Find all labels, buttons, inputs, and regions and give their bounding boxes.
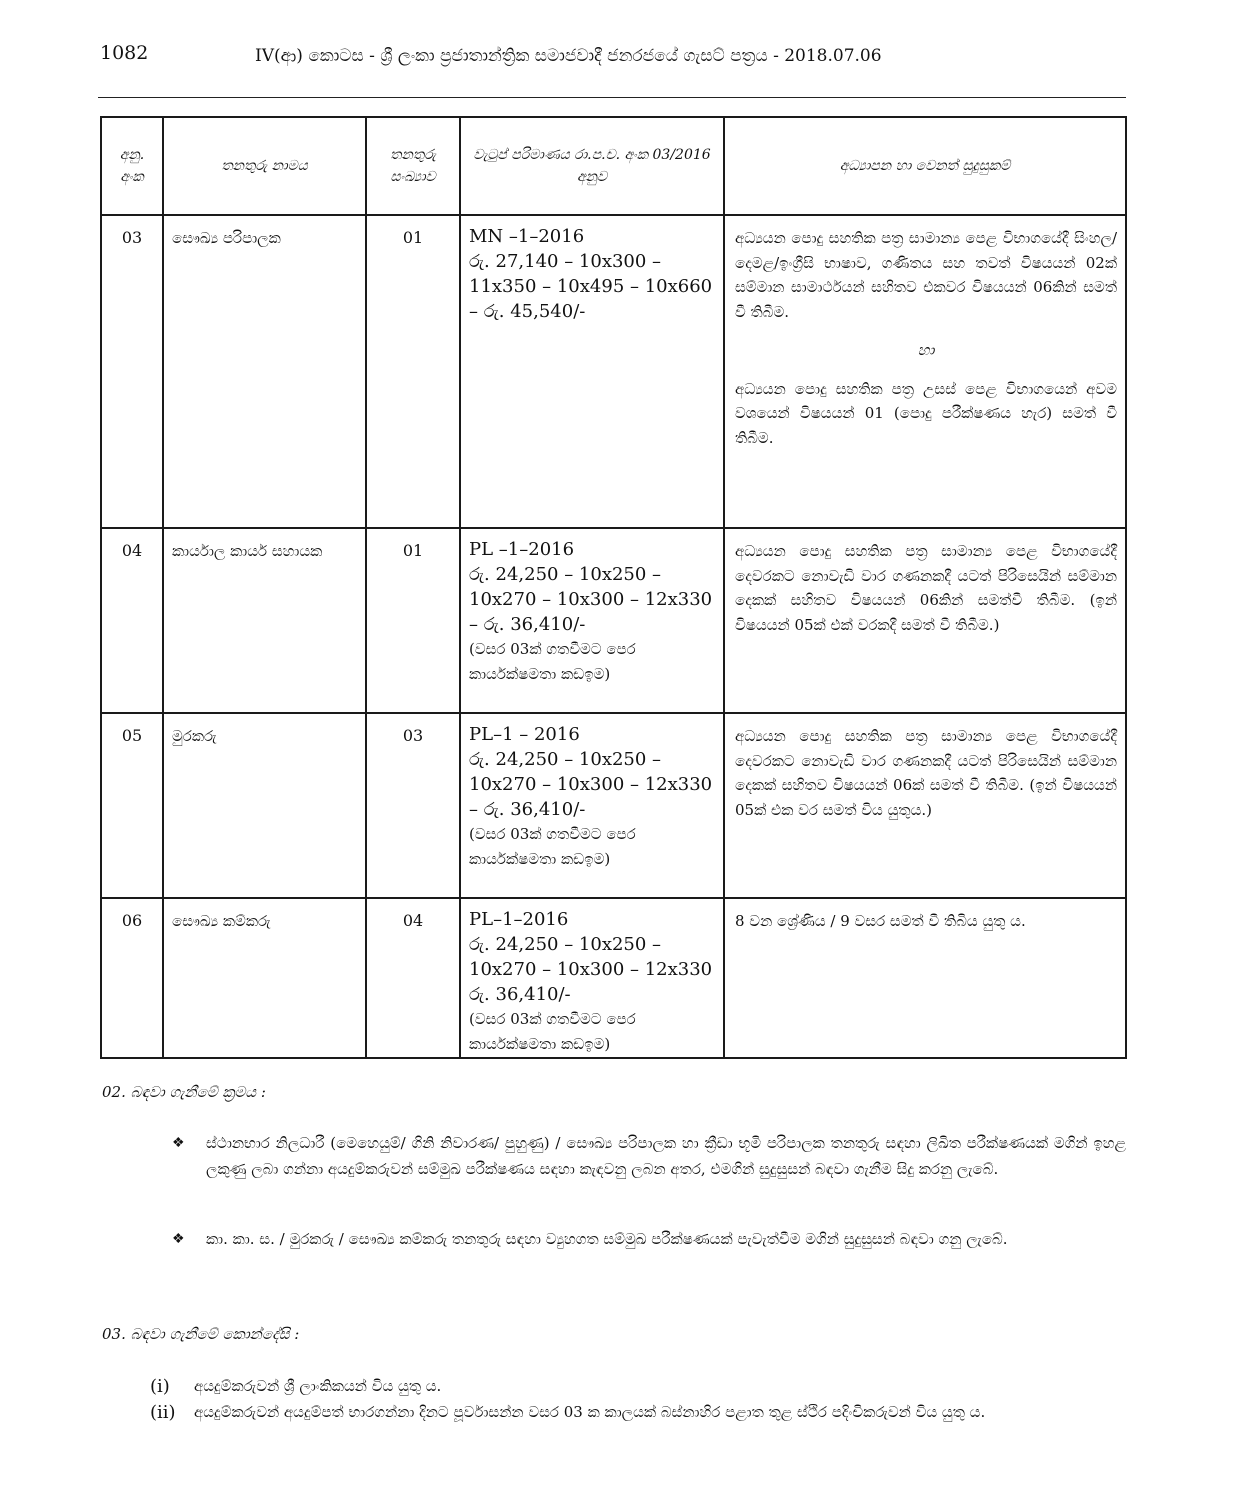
salary-code: PL–1 – 2016 (469, 724, 580, 745)
serial-no: 05 (101, 713, 163, 898)
section-recruitment-method-title: 02. බඳවා ගැනීමේ ක්‍රමය : (102, 1083, 266, 1101)
salary-scale: රු. 24,250 – 10x250 – 10x270 – 10x300 – 12x330 – රු. 36,410/- (469, 749, 713, 820)
salary-note: (වසර 03ක් ගතවීමට පෙර කාර්යක්ෂමතා කඩඉම) (469, 825, 636, 868)
list-item (172, 1226, 1126, 1252)
condition-text: අයදුම්කරුවන් ශ්‍රී ලාංකිකයන් විය යුතු ය. (194, 1377, 442, 1395)
salary-cell (460, 713, 724, 898)
header-salary-scale: වැටුප් පරිමාණය රා.ප.ච. අංක 03/2016 අනුව (460, 117, 724, 215)
qualification-text: අධ්‍යයන පොදු සහතික පත්‍ර සාමාන්‍ය පෙළ විභාගයේදී දෙවරකට නොවැඩි වාර ගණනකදී යටත් පිරිසෙයින් සම්මාන දෙකක් සහිතව විෂයයන් 06කින් සමත්වී තිබීම. (ඉන් විෂයයන් 05ක් එක් වරකදී සමත් වී තිබීම.) (735, 542, 1117, 634)
table-header-row (101, 117, 1126, 215)
salary-scale: රු. 24,250 – 10x250 – 10x270 – 10x300 – 12x330 රු. 36,410/- (469, 934, 713, 1005)
header-post-count: තනතුරු සංඛ්‍යාව (366, 117, 460, 215)
diamond-bullet-icon: ❖ (172, 1231, 185, 1247)
salary-cell (460, 898, 724, 1058)
post-count: 03 (366, 713, 460, 898)
qualifications-cell (724, 528, 1126, 713)
header-rule (98, 97, 1126, 98)
salary-note: (වසර 03ක් ගතවීමට පෙර කාර්යක්ෂමතා කඩඉම) (469, 1010, 636, 1053)
salary-code: PL –1–2016 (469, 539, 575, 560)
diamond-bullet-icon: ❖ (172, 1135, 185, 1151)
serial-no: 03 (101, 215, 163, 528)
salary-note: (වසර 03ක් ගතවීමට පෙර කාර්යක්ෂමතා කඩඉම) (469, 640, 636, 683)
header-post-name: තනතුරු නාමය (163, 117, 366, 215)
salary-cell (460, 528, 724, 713)
post-name: කාර්යාල කාර්ය සහායක (163, 528, 366, 713)
condition-text: අයදුම්කරුවන් අයදුම්පත් භාරගන්නා දිනට පූර්වාසන්න වසර 03 ක කාලයක් බස්නාහිර පළාත තුළ ස්ථිර පදිංචිකරුවන් විය යුතු ය. (194, 1403, 986, 1421)
qualification-text: අධ්‍යයන පොදු සහතික පත්‍ර සාමාන්‍ය පෙළ විභාගයේදී දෙවරකට නොවැඩි වාර ගණනකදී යටත් පිරිසෙයින් සම්මාන දෙකක් සහිතව විෂයයන් 06ක් සමත් වී තිබීම. (ඉන් විෂයයන් 05ක් එක වර සමත් විය යුතුය.) (735, 727, 1117, 819)
qualification-text: අධ්‍යයන පොදු සහතික පත්‍ර සාමාන්‍ය පෙළ විභාගයේදී සිංහල/ දෙමළ/ඉංග්‍රීසි භාෂාව, ගණිතය සහ තවත් විෂයයන් 02ක් සම්මාන සාමාර්ථයන් සහිතව එකවර විෂයයන් 06කින් සමත් වී තිබීම. (735, 229, 1117, 321)
or-separator: හා (917, 341, 935, 359)
serial-no: 06 (101, 898, 163, 1058)
list-item (150, 1400, 1126, 1425)
qualification-text: 8 වන ශ්‍රේණිය / 9 වසර සමත් වී තිබිය යුතු ය. (735, 912, 1026, 930)
salary-scale: රු. 27,140 – 10x300 – 11x350 – 10x495 – 10x660 – රු. 45,540/- (469, 251, 713, 322)
post-name: සෞඛ්‍ය පරිපාලක (163, 215, 366, 528)
salary-cell (460, 215, 724, 528)
serial-no: 04 (101, 528, 163, 713)
bullet-text: ස්ථානභාර නිලධාරී (මෙහෙයුම්/ ගිනි නිවාරණ/ පුහුණු) / සෞඛ්‍ය පරිපාලක හා ක්‍රීඩා භූමි පරිපාලක තනතුරු සඳහා ලිඛිත පරීක්ෂණයක් මගින් ඉහළ ලකුණු ලබා ගන්නා අයදුම්කරුවන් සම්මුඛ පරීක්ෂණය සඳහා කැඳවනු ලබන අතර, එමගින් සුදුසුසන් බඳවා ගැනීම සිදු කරනු ලැබේ. (206, 1134, 1126, 1178)
table-row (101, 898, 1126, 1058)
post-count: 01 (366, 528, 460, 713)
salary-code: MN –1–2016 (469, 226, 585, 247)
qualifications-cell (724, 215, 1126, 528)
table-row (101, 713, 1126, 898)
salary-code: PL–1–2016 (469, 909, 569, 930)
list-item (172, 1130, 1126, 1182)
header-serial-no: අනු. අංක (101, 117, 163, 215)
qualifications-cell (724, 898, 1126, 1058)
condition-number: (i) (150, 1376, 170, 1397)
page-number: 1082 (100, 42, 149, 64)
post-name: මුරකරු (163, 713, 366, 898)
list-item (150, 1374, 1126, 1399)
table-row (101, 215, 1126, 528)
qualifications-cell (724, 713, 1126, 898)
post-count: 01 (366, 215, 460, 528)
section-recruitment-conditions-title: 03. බඳවා ගැනීමේ කොන්දේසි : (102, 1325, 300, 1343)
salary-scale: රු. 24,250 – 10x250 – 10x270 – 10x300 – 12x330 – රු. 36,410/- (469, 564, 713, 635)
bullet-text: කා. කා. ස. / මුරකරු / සෞඛ්‍ය කම්කරු තනතුරු සඳහා ව්‍යුහගත සම්මුඛ පරීක්ෂණයක් පැවැත්වීම මගින් සුදුසුසන් බඳවා ගනු ලැබේ. (206, 1230, 1008, 1248)
table-row (101, 528, 1126, 713)
header-qualifications: අධ්‍යාපන හා වෙනත් සුදුසුකම් (724, 117, 1126, 215)
gazette-header-title: IV(ආ) කොටස - ශ්‍රී ලංකා ප්‍රජාතාන්ත්‍රික සමාජවාදී ජනරජයේ ගැසට් පත්‍රය - 2018.07.06 (255, 46, 882, 66)
condition-number: (ii) (150, 1402, 176, 1423)
qualification-text: අධ්‍යයන පොදු සහතික පත්‍ර උසස් පෙළ විභාගයෙන් අවම වශයෙන් විෂයයන් 01 (පොදු පරීක්ෂණය හැර) සමත් වී තිබීම. (735, 379, 1117, 447)
post-count: 04 (366, 898, 460, 1058)
vacancy-table (100, 116, 1127, 1059)
post-name: සෞඛ්‍ය කම්කරු (163, 898, 366, 1058)
